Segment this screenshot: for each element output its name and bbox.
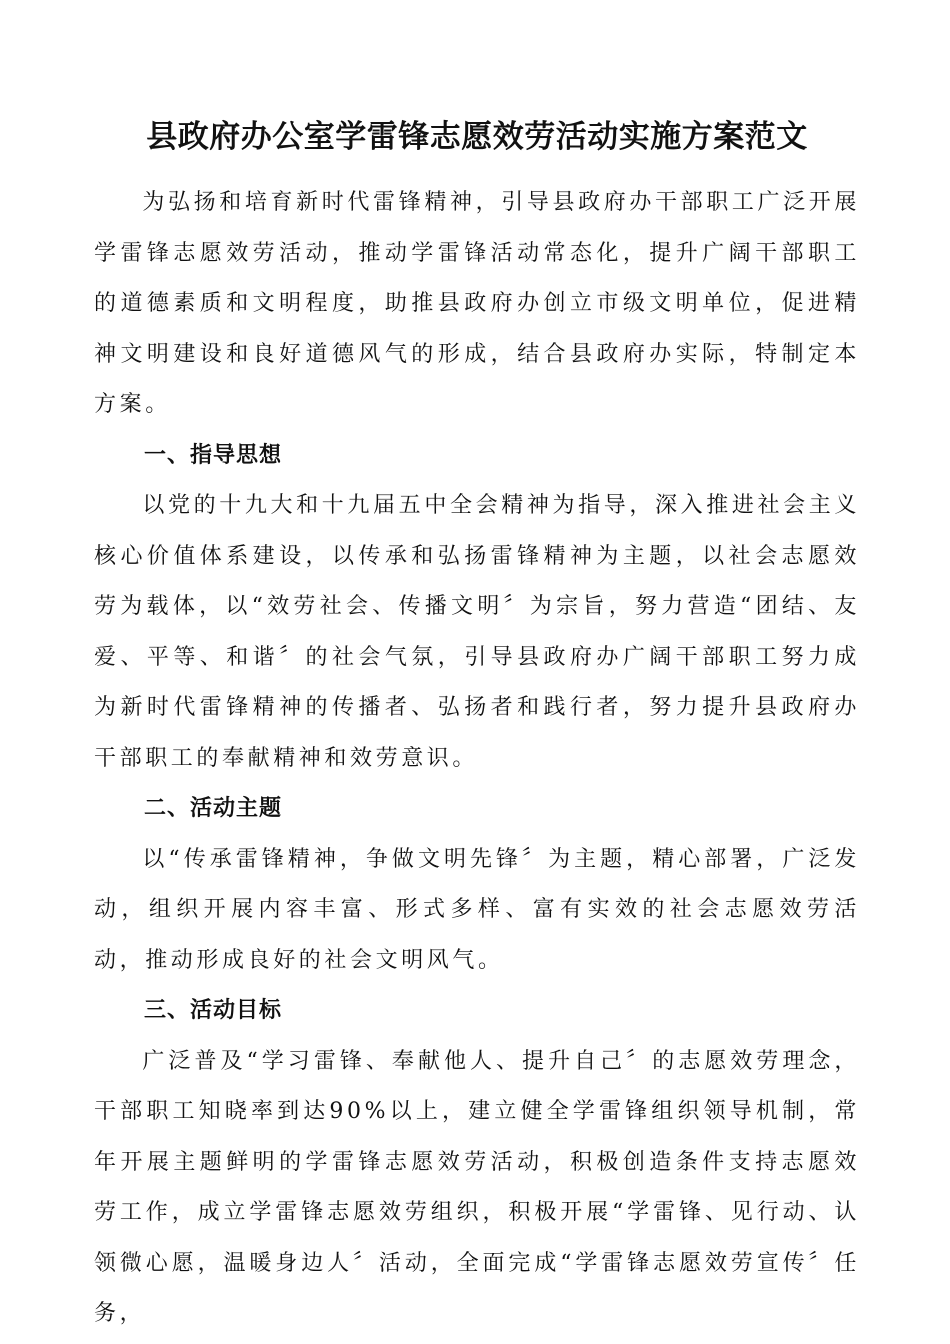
section-heading-activity-goals: 三、活动目标 [144,998,283,1023]
intro-paragraph: 为弘扬和培育新时代雷锋精神，引导县政府办干部职工广泛开展学雷锋志愿效劳活动，推动学雷锋活动常态化，提升广阔干部职工的道德素质和文明程度，助推县政府办创立市级文明单位，促进精神文明建设和良好道德风气的形成，结合县政府办实际，特制定本方案。 [94,190,860,417]
section-heading-guiding-ideology: 一、指导思想 [144,442,283,468]
section-body-guiding-ideology: 以党的十九大和十九届五中全会精神为指导，深入推进社会主义核心价值体系建设，以传承和弘扬雷锋精神为主题，以社会志愿效劳为载体，以“效劳社会、传播文明〞为宗旨，努力营造“团结、友爱、平等、和谐〞的社会气氛，引导县政府办广阔干部职工努力成为新时代雷锋精神的传播者、弘扬者和践行者，努力提升县政府办干部职工的奉献精神和效劳意识。 [94,493,860,771]
document-page [94,112,860,1340]
section-body-activity-theme: 以“传承雷锋精神，争做文明先锋〞为主题，精心部署，广泛发动，组织开展内容丰富、形式多样、富有实效的社会志愿效劳活动，推动形成良好的社会文明风气。 [94,846,860,973]
section-heading-activity-theme: 二、活动主题 [144,796,283,821]
document-title: 县政府办公室学雷锋志愿效劳活动实施方案范文 [146,119,808,155]
section-body-activity-goals: 广泛普及“学习雷锋、奉献他人、提升自己〞的志愿效劳理念，干部职工知晓率到达90%以上，建立健全学雷锋组织领导机制，常年开展主题鲜明的学雷锋志愿效劳活动，积极创造条件支持志愿效劳工作，成立学雷锋志愿效劳组织，积极开展“学雷锋、见行动、认领微心愿，温暖身边人〞活动，全面完成“学雷锋志愿效劳宣传〞任务， [94,1048,860,1326]
